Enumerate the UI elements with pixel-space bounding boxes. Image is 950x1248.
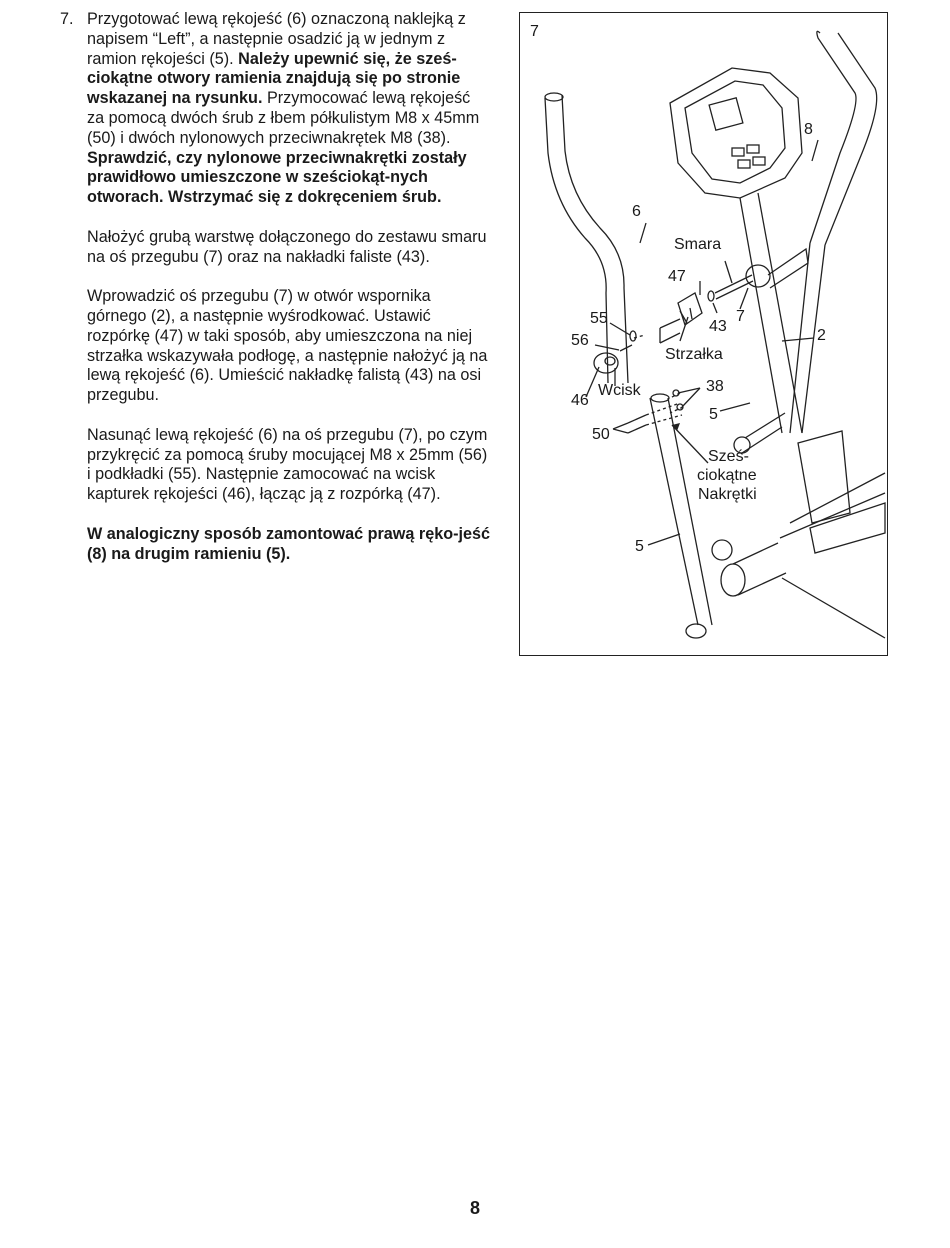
label-wcisk: Wcisk: [598, 382, 641, 399]
right-handlebar: [810, 31, 877, 245]
label-56: 56: [571, 332, 589, 349]
leader-7: [740, 288, 748, 309]
label-7: 7: [736, 308, 745, 325]
leader-smara: [725, 261, 732, 283]
cap-46-inner: [605, 357, 615, 365]
leader-50: [613, 423, 628, 433]
paragraph-bold-text: W analogiczny sposób zamontować prawą ręko-jeść (8) na drugim ramieniu (5).: [87, 524, 490, 563]
label-47: 47: [668, 268, 686, 285]
label-smara: Smara: [674, 236, 722, 253]
console-inner: [685, 81, 785, 183]
label-8: 8: [804, 121, 813, 138]
leader-5b: [648, 534, 680, 545]
step-paragraph: [87, 10, 490, 208]
page-number: 8: [469, 1198, 480, 1218]
assembly-figure: [519, 12, 888, 656]
wave-washer-43: [708, 291, 714, 301]
axle-7: [715, 275, 753, 299]
spacer-sleeve: [660, 319, 680, 343]
label-50: 50: [592, 426, 610, 443]
instruction-text: [60, 10, 490, 584]
leader-6: [640, 223, 646, 243]
step-paragraph: [87, 525, 490, 565]
base-cover: [810, 503, 885, 553]
base-frame: [780, 473, 885, 638]
paragraph-text: Nałożyć grubą warstwę dołączonego do zestawu smaru na oś przegubu (7) oraz na nakładki faliste (43).: [87, 227, 487, 266]
leader-5a: [720, 403, 750, 411]
label-5-lower: 5: [635, 538, 644, 555]
label-5-upper: 5: [709, 406, 718, 423]
figure-number: 7: [530, 23, 539, 40]
console-button: [732, 148, 744, 156]
paragraph-text: Nasunąć lewą rękojeść (6) na oś przegubu (7), po czym przykręcić za pomocą śruby mocującej M8 x 25mm (56) i podkładki (55). Następnie zamocować na wcisk kapturek rękojeści (46), łącząc ją z rozpórką (47).: [87, 425, 488, 504]
label-ciokatne: ciokątne: [697, 467, 757, 484]
paragraph-bold-text: Należy upewnić się, że sześ-ciokątne otwory ramienia znajdują się po stronie wskazanej na rysunku.: [87, 49, 461, 108]
handle-end-cap: [545, 93, 563, 101]
base-block: [798, 431, 850, 523]
bolts-50: [628, 415, 646, 433]
label-55: 55: [590, 310, 608, 327]
console-button: [747, 145, 759, 153]
arm-top-opening: [651, 394, 669, 402]
label-nakretki: Nakrętki: [698, 486, 757, 503]
label-46: 46: [571, 392, 589, 409]
console-display: [709, 98, 743, 130]
paragraph-bold-text: Sprawdzić, czy nylonowe przeciwnakrętki zostały prawidłowo umieszczone w sześciokąt-nych otworach. Wstrzymać się z dokręceniem śrub.: [87, 148, 467, 207]
label-strzalka: Strzałka: [665, 346, 723, 363]
leveler: [712, 540, 732, 560]
washer-55: [630, 331, 636, 341]
paragraph-text: Przygotować lewą rękojeść (6) oznaczoną naklejką z napisem “Left”, a następnie osadzić ją w jednym z ramion rękojeści (5).: [87, 10, 466, 68]
leader-55: [610, 323, 630, 335]
wheel: [721, 564, 745, 596]
arm-foot: [686, 624, 706, 638]
label-2: 2: [817, 327, 826, 344]
label-43: 43: [709, 318, 727, 335]
label-6: 6: [632, 203, 641, 220]
step-paragraph: [87, 426, 490, 505]
paragraph-text: Przymocować lewą rękojeść za pomocą dwóch śrub z łbem półkulistym M8 x 45mm (50) i dwóch nylonowych przeciwnakrętek M8 (38).: [87, 89, 480, 147]
left-arm: [650, 398, 712, 625]
leader-8: [812, 140, 818, 161]
step-paragraph: [87, 228, 490, 268]
upright-post: [740, 193, 802, 433]
assembly-drawing: [520, 13, 889, 657]
lower-arm: [742, 413, 785, 453]
console-outline: [670, 68, 802, 198]
leader-43: [713, 303, 717, 313]
paragraph-text: Wprowadzić oś przegubu (7) w otwór wspornika górnego (2), a następnie wyśrodkować. Ustawić rozpórkę (47) w taki sposób, aby umieszczona na niej strzałka wskazywała podłogę, a następnie nałożyć ją na lewą rękojeść (6). Umieścić nakładkę falistą (43) na osi przegubu.: [87, 287, 488, 405]
label-38: 38: [706, 378, 724, 395]
label-szes: Sześ-: [708, 448, 749, 465]
console-button: [738, 160, 750, 168]
step-paragraph: [87, 287, 490, 406]
console-button: [753, 157, 765, 165]
leader-2: [782, 338, 814, 341]
step-number: 7.: [60, 10, 74, 28]
